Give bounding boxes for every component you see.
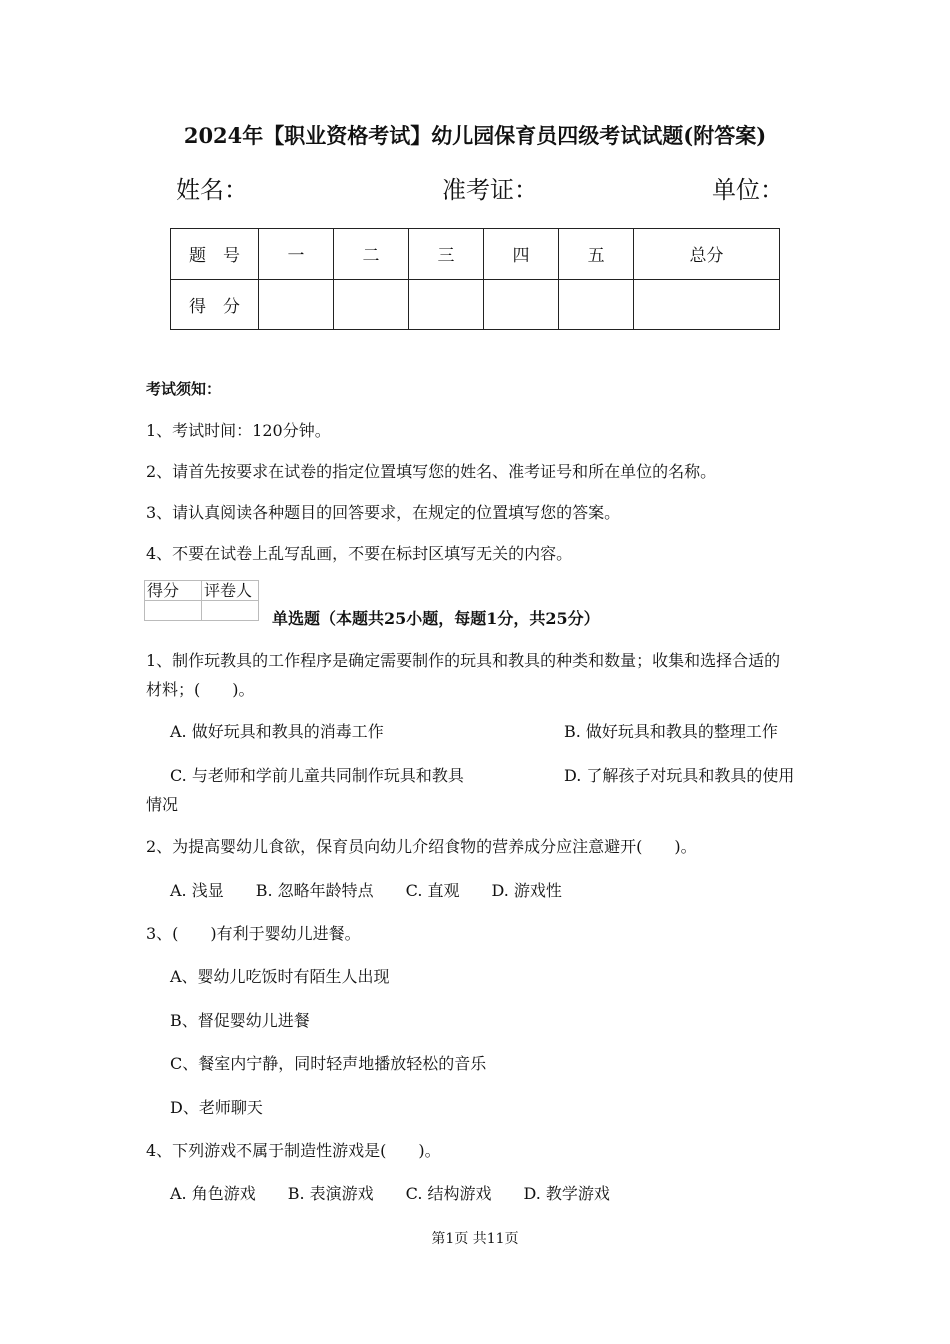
grader-score-label: 得分 — [145, 581, 202, 601]
score-table — [170, 228, 780, 330]
question-3-option-b: B、督促婴幼儿进餐 — [170, 1011, 310, 1030]
score-header-cell: 一 — [259, 229, 334, 280]
score-header-cell: 总分 — [634, 229, 780, 280]
question-1-stem: 1、制作玩教具的工作程序是确定需要制作的玩具和教具的种类和数量；收集和选择合适的 — [146, 651, 781, 670]
question-3-option-c: C、餐室内宁静，同时轻声地播放轻松的音乐 — [170, 1054, 487, 1073]
score-cell — [409, 279, 484, 330]
grader-score-cell — [145, 601, 202, 621]
score-cell — [634, 279, 780, 330]
score-table-header-row — [171, 229, 780, 280]
question-1-option-b: B. 做好玩具和教具的整理工作 — [564, 722, 778, 741]
score-cell — [559, 279, 634, 330]
score-header-cell: 题 号 — [171, 229, 259, 280]
score-cell — [334, 279, 409, 330]
grader-box — [144, 580, 259, 621]
notes-title: 考试须知： — [146, 380, 222, 398]
question-2-options: A. 浅显 B. 忽略年龄特点 C. 直观 D. 游戏性 — [170, 881, 562, 900]
question-3-option-a: A、婴幼儿吃饭时有陌生人出现 — [170, 967, 390, 986]
score-row-label: 得 分 — [171, 279, 259, 330]
question-1-option-d-cont: 情况 — [146, 795, 179, 814]
score-table-score-row — [171, 279, 780, 330]
note-item: 2、请首先按要求在试卷的指定位置填写您的姓名、准考证号和所在单位的名称。 — [146, 462, 717, 481]
score-cell — [259, 279, 334, 330]
document-title: 2024年【职业资格考试】幼儿园保育员四级考试试题(附答案) — [183, 123, 767, 148]
exam-id-label: 准考证： — [442, 176, 538, 204]
name-label: 姓名： — [176, 176, 248, 204]
question-4-options: A. 角色游戏 B. 表演游戏 C. 结构游戏 D. 教学游戏 — [170, 1184, 610, 1203]
grader-reviewer-label: 评卷人 — [202, 581, 259, 601]
page-footer: 第1页 共11页 — [431, 1231, 519, 1247]
unit-label: 单位： — [712, 176, 784, 204]
score-header-cell: 三 — [409, 229, 484, 280]
grader-reviewer-cell — [202, 601, 259, 621]
question-3-option-d: D、老师聊天 — [170, 1098, 263, 1117]
note-item: 4、不要在试卷上乱写乱画，不要在标封区填写无关的内容。 — [146, 544, 573, 563]
note-item: 3、请认真阅读各种题目的回答要求，在规定的位置填写您的答案。 — [146, 503, 621, 522]
note-item: 1、考试时间：120分钟。 — [146, 421, 331, 440]
question-1-option-a: A. 做好玩具和教具的消毒工作 — [170, 722, 384, 741]
score-header-cell: 四 — [484, 229, 559, 280]
section-heading: 单选题（本题共25小题，每题1分，共25分） — [272, 609, 600, 628]
score-header-cell: 五 — [559, 229, 634, 280]
question-2-stem: 2、为提高婴幼儿食欲，保育员向幼儿介绍食物的营养成分应注意避开( )。 — [146, 837, 697, 856]
question-3-stem: 3、( )有利于婴幼儿进餐。 — [146, 924, 361, 943]
question-1-option-d: D. 了解孩子对玩具和教具的使用 — [564, 766, 795, 785]
score-cell — [484, 279, 559, 330]
question-1-option-c: C. 与老师和学前儿童共同制作玩具和教具 — [170, 766, 464, 785]
question-1-stem-cont: 材料；( )。 — [146, 680, 255, 699]
score-header-cell: 二 — [334, 229, 409, 280]
question-4-stem: 4、下列游戏不属于制造性游戏是( )。 — [146, 1141, 441, 1160]
